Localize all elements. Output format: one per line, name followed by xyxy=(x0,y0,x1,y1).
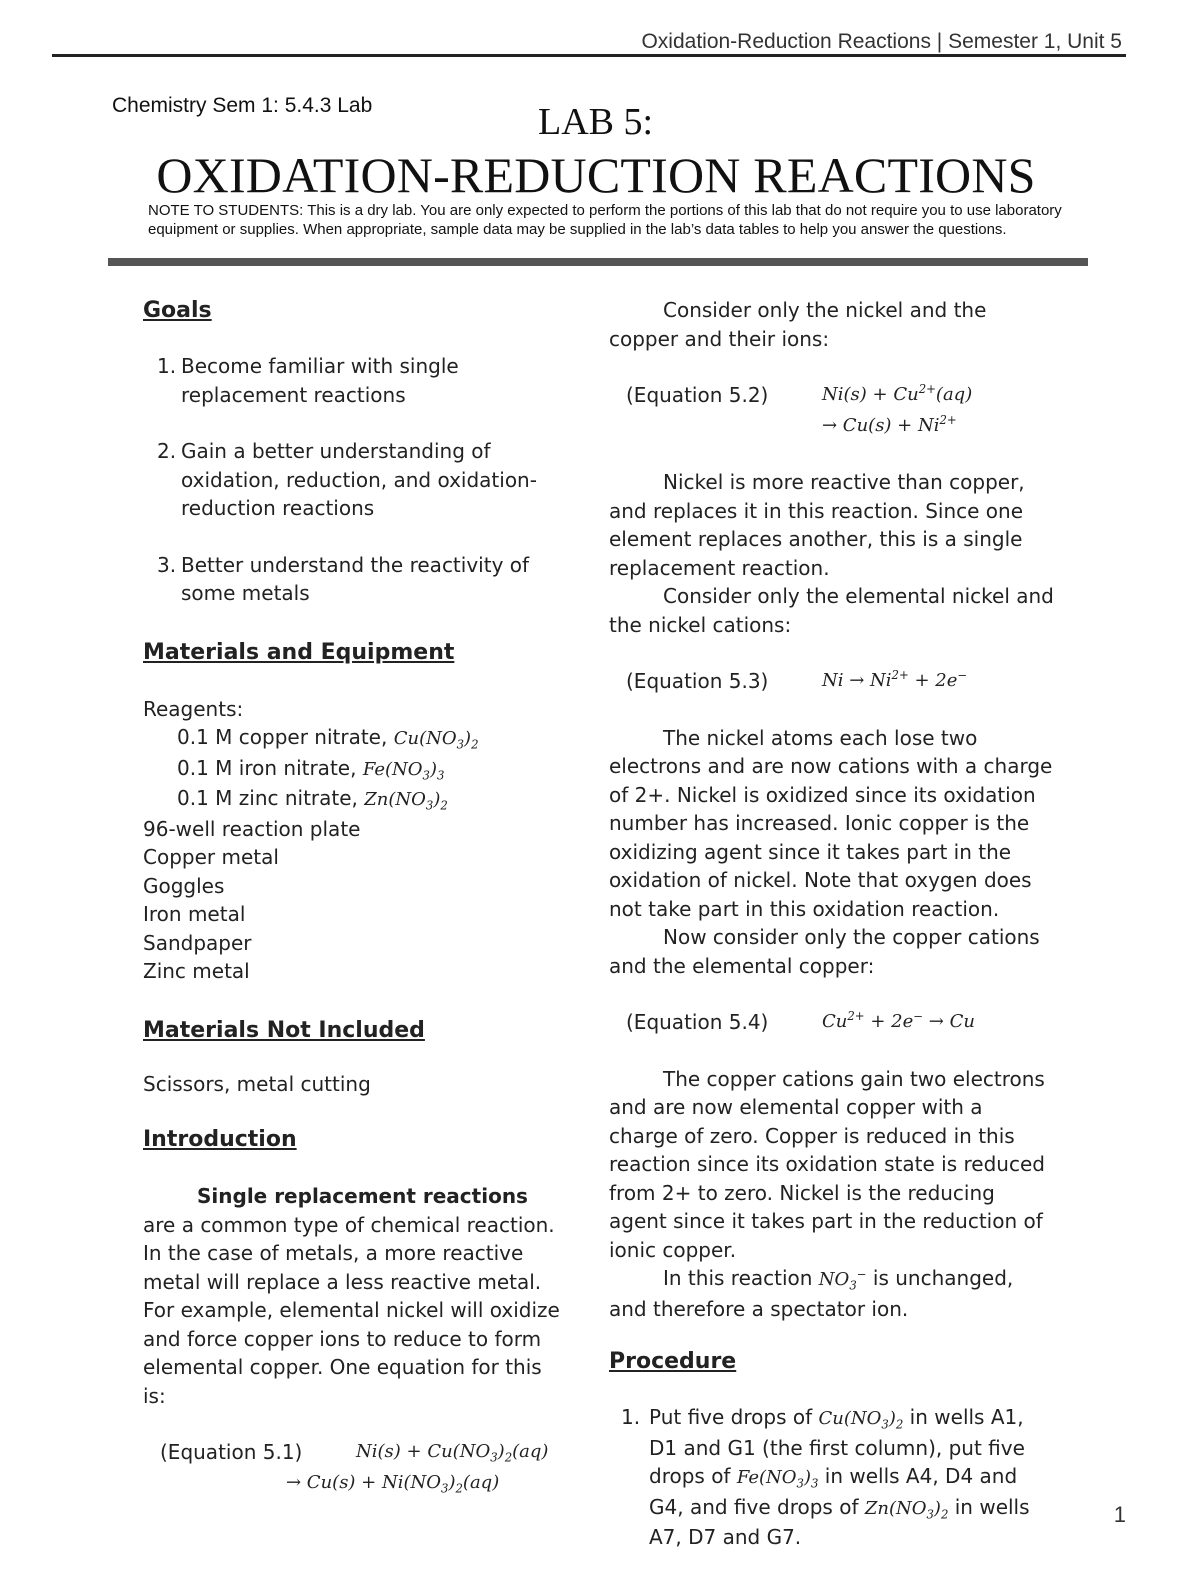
equipment-item: Sandpaper xyxy=(143,930,252,955)
goals-list xyxy=(143,352,563,608)
introduction-heading: Introduction xyxy=(143,1127,297,1152)
right-column: Consider only the nickel and the copper and their ions: (Equation 5.2) $Ni(s) + Cu^{2+}(aq)$ → $Cu(s) + Ni^{2+}$ Nickel is more reactive than copper, and replaces it in this reaction. Since one element replaces another, this is a single replacement reaction. Consider only the elemental nickel and the nickel cations: (Equation 5.3) $Ni \to Ni^{2+} + 2e^-$ The nickel atoms each lose two electrons and are now cations with a charge of 2+. Nickel is oxidized since its oxidation number has increased. Ionic copper is the oxidizing agent since it takes part in the oxidation of nickel. Note that oxygen does not take part in this oxidation reaction. Now consider only the copper cations and the elemental copper: (Equation 5.4) $Cu^{2+} + 2e^- \to Cu$ The copper cations gain two electrons and are now elemental copper with a charge of zero. Copper is reduced in this reaction since its oxidation state is reduced from 2+ to zero. Nickel is the reducing agent since it takes part in the reduction of ionic copper. In this reaction $NO_3^-$ is unchanged, and therefore a spectator ion. Procedure 1. Put five drops of $Cu(NO_3)_2$ in wells A1, D1 and G1 (the first column), put five drops of $Fe(NO_3)_3$ in wells A4, D4 and G4, and five drops of $Zn(NO_3)_2$ in wells A7, D7 and G7. xyxy=(609,296,1054,1552)
paragraph: Consider only the nickel and the copper and their ions: xyxy=(609,298,987,351)
course-label: Chemistry Sem 1: 5.4.3 Lab xyxy=(112,94,373,117)
running-header: Oxidation-Reduction Reactions | Semester 1, Unit 5 xyxy=(641,30,1122,53)
iron-nitrate-formula: $Fe(NO_3)_3$ xyxy=(362,758,445,783)
lab-number: LAB 5: xyxy=(538,101,654,143)
procedure-heading: Procedure xyxy=(609,1349,737,1374)
header-rule xyxy=(52,54,1126,57)
not-included-item: Scissors, metal cutting xyxy=(143,1071,371,1096)
reagent-item: 0.1 M copper nitrate, $Cu(NO_3)_2$ xyxy=(177,725,479,752)
equation-5-4: (Equation 5.4) $Cu^{2+} + 2e^- \to Cu$ xyxy=(626,1009,975,1034)
equation-5-3: (Equation 5.3) $Ni \to Ni^{2+} + 2e^-$ xyxy=(626,668,968,693)
paragraph: In this reaction $NO_3^-$ is unchanged, and therefore a spectator ion. xyxy=(609,1266,1014,1321)
page-number: 1 xyxy=(1113,1502,1126,1527)
reagent-item: 0.1 M iron nitrate, $Fe(NO_3)_3$ xyxy=(177,755,445,783)
procedure-step: 1. Put five drops of $Cu(NO_3)_2$ in wells A1, D1 and G1 (the first column), put five drops of $Fe(NO_3)_3$ in wells A4, D4 and G4, and five drops of $Zn(NO_3)_2$ in wells A7, D7 and G7. xyxy=(621,1405,1030,1549)
materials-heading: Materials and Equipment xyxy=(143,639,455,665)
left-column: Goals 1. Become familiar with single replacement reactions 2. Gain a better understanding of oxidation, reduction, and oxidation-reduction reactions 3. Better understand the reactivity of some metals Materials and Equipment Reagents: 0.1 M copper nitrate, $Cu(NO_3)_2$ 0.1 M iron nitrate, $Fe(NO_3)_3$ 0.1 M zinc nitrate, $Zn(NO_3)_2$ 96-well reaction plate Copper metal Goggles Iron metal Sandpaper Zinc metal Materials Not Included Scissors, metal cutting Introduction Single replacement reactions are a common type of chemical reaction. In the case of metals, a more reactive metal will replace a less reactive metal. For example, elemental nickel will oxidize and force copper ions to reduce to form elemental copper. One equation for this is: (Equation 5.1) $Ni(s) + Cu(NO_3)_2(aq)$ → $Cu(s) + Ni(NO_3)_2(aq)$ xyxy=(143,296,563,1497)
paragraph: Nickel is more reactive than copper, and replaces it in this reaction. Since one element replaces another, this is a single replacement reaction. xyxy=(609,470,1025,580)
paragraph: Now consider only the copper cations and the elemental copper: xyxy=(609,925,1040,978)
equipment-item: Goggles xyxy=(143,873,225,898)
equipment-item: Zinc metal xyxy=(143,959,250,983)
note-to-students: NOTE TO STUDENTS: This is a dry lab. You are only expected to perform the portions of this lab that do not require you to use laboratory equipment or supplies. When appropriate, sample data may be supplied in the lab’s data tables to help you answer the questions. xyxy=(148,202,1062,238)
paragraph: Consider only the elemental nickel and the nickel cations: xyxy=(609,584,1054,637)
paragraph: The nickel atoms each lose two electrons and are now cations with a charge of 2+. Nickel is oxidized since its oxidation number has increased. Ionic copper is the oxidizing agent since it takes part in the oxidation of nickel. Note that oxygen does not take part in this oxidation reaction. xyxy=(609,725,1053,921)
copper-nitrate-formula: $Cu(NO_3)_2$ xyxy=(393,728,479,752)
nitrate-ion-formula: $NO_3^-$ xyxy=(818,1267,867,1293)
equation-5-1: (Equation 5.1) $Ni(s) + Cu(NO_3)_2(aq)$ xyxy=(160,1440,549,1465)
not-included-heading: Materials Not Included xyxy=(143,1017,425,1043)
equipment-item: Copper metal xyxy=(143,845,279,869)
zinc-nitrate-formula: $Zn(NO_3)_2$ xyxy=(364,789,448,813)
goal-item: 1. Become familiar with single replacement reactions xyxy=(157,354,459,407)
title-divider xyxy=(108,258,1088,266)
lab-title: OXIDATION-REDUCTION REACTIONS xyxy=(156,147,1036,203)
equation-5-2: (Equation 5.2) $Ni(s) + Cu^{2+}(aq)$ xyxy=(626,382,973,407)
goals-heading: Goals xyxy=(143,298,212,323)
reagent-item: 0.1 M zinc nitrate, $Zn(NO_3)_2$ xyxy=(177,786,448,813)
equipment-item: Iron metal xyxy=(143,902,246,926)
goal-item: 3. Better understand the reactivity of some metals xyxy=(157,552,530,605)
reagents-label: Reagents: xyxy=(143,696,244,721)
goal-item: 2. Gain a better understanding of oxidation, reduction, and oxidation-reduction reactions xyxy=(157,439,537,520)
bold-term: Single replacement reactions xyxy=(197,1184,528,1208)
introduction-paragraph: Single replacement reactions are a common type of chemical reaction. In the case of metals, a more reactive metal will replace a less reactive metal. For example, elemental nickel will oxidize and force copper ions to reduce to form elemental copper. One equation for this is: xyxy=(143,1184,560,1408)
equipment-item: 96-well reaction plate xyxy=(143,816,361,841)
paragraph: The copper cations gain two electrons and are now elemental copper with a charge of zero. Copper is reduced in this reaction since its oxidation state is reduced from 2+ to zero. Nickel is the reducing agent since it takes part in the reduction of ionic copper. xyxy=(609,1066,1045,1262)
